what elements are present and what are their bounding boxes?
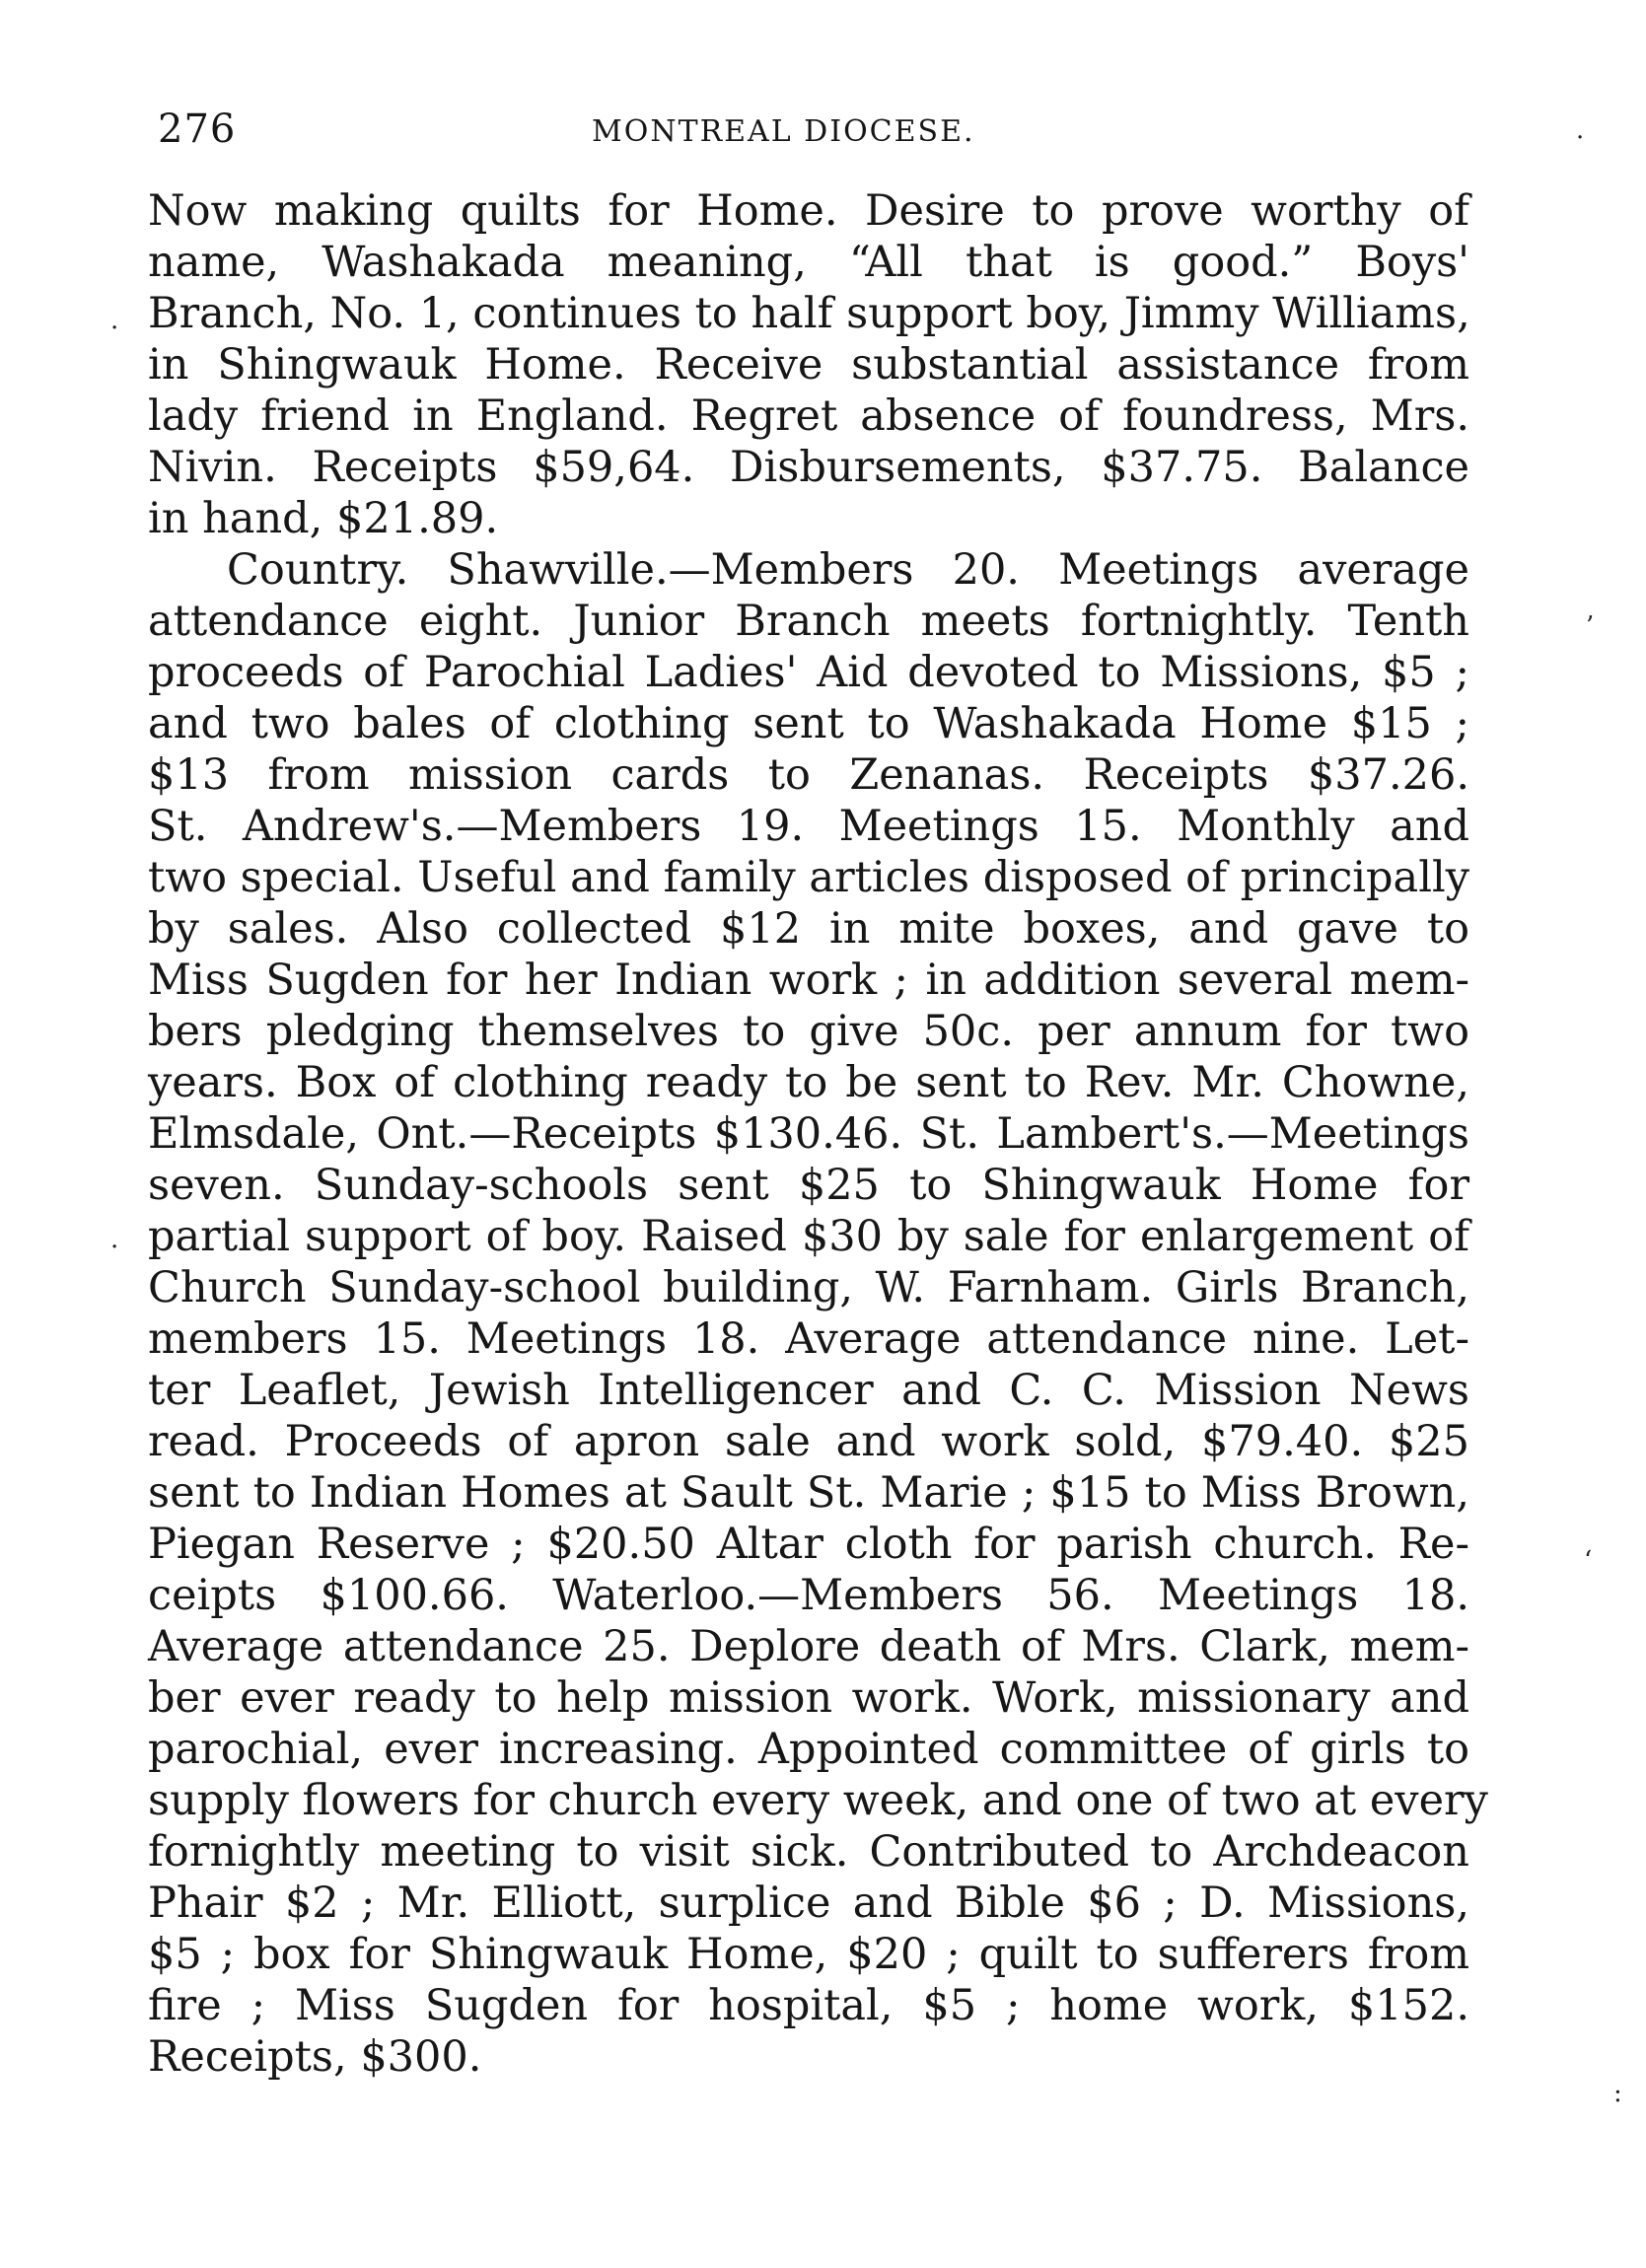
text-line: lady friend in England. Regret absence of foundress, Mrs. bbox=[148, 391, 1469, 441]
scan-speck: ‘ bbox=[1584, 1546, 1593, 1576]
scan-speck: · bbox=[110, 314, 119, 343]
text-line: Piegan Reserve ; $20.50 Altar cloth for parish church. Re- bbox=[148, 1520, 1469, 1569]
text-line: Nivin. Receipts $59,64. Disbursements, $37.75. Balance bbox=[148, 443, 1469, 492]
text-line: Branch, No. 1, continues to half support boy, Jimmy Williams, bbox=[148, 289, 1470, 338]
text-line: Now making quilts for Home. Desire to prove worthy of bbox=[148, 186, 1469, 236]
text-line: seven. Sunday-schools sent $25 to Shingwauk Home for bbox=[148, 1161, 1469, 1210]
text-line: in hand, $21.89. bbox=[148, 494, 499, 543]
text-line: Phair $2 ; Mr. Elliott, surplice and Bible $6 ; D. Missions, bbox=[148, 1878, 1469, 1928]
text-line: Elmsdale, Ont.—Receipts $130.46. St. Lambert's.—Meetings bbox=[148, 1109, 1469, 1159]
text-line: years. Box of clothing ready to be sent to Rev. Mr. Chowne, bbox=[148, 1058, 1469, 1107]
text-line: sent to Indian Homes at Sault St. Marie ; $15 to Miss Brown, bbox=[148, 1468, 1469, 1518]
scan-speck: ’ bbox=[1586, 611, 1595, 641]
text-line: fire ; Miss Sugden for hospital, $5 ; home work, $152. bbox=[148, 1981, 1469, 2030]
text-line: fornightly meeting to visit sick. Contributed to Archdeacon bbox=[148, 1827, 1469, 1877]
text-line: and two bales of clothing sent to Washakada Home $15 ; bbox=[148, 699, 1469, 748]
text-line: partial support of boy. Raised $30 by sale for enlargement of bbox=[148, 1212, 1469, 1261]
text-line: bers pledging themselves to give 50c. per annum for two bbox=[148, 1007, 1469, 1056]
text-line: St. Andrew's.—Members 19. Meetings 15. Monthly and bbox=[148, 802, 1469, 851]
text-line: ber ever ready to help mission work. Work, missionary and bbox=[148, 1673, 1469, 1723]
text-line: attendance eight. Junior Branch meets fortnightly. Tenth bbox=[148, 597, 1469, 646]
text-line: ceipts $100.66. Waterloo.—Members 56. Meetings 18. bbox=[148, 1571, 1469, 1620]
text-line: Average attendance 25. Deplore death of Mrs. Clark, mem- bbox=[148, 1622, 1469, 1671]
scan-speck: · bbox=[1576, 123, 1585, 153]
page-number: 276 bbox=[158, 106, 237, 152]
text-line: $13 from mission cards to Zenanas. Receipts $37.26. bbox=[148, 750, 1469, 800]
text-line: Miss Sugden for her Indian work ; in addition several mem- bbox=[148, 956, 1469, 1005]
text-line: Receipts, $300. bbox=[148, 2032, 482, 2082]
text-line: Church Sunday-school building, W. Farnham. Girls Branch, bbox=[148, 1263, 1469, 1312]
running-title: MONTREAL DIOCESE. bbox=[592, 114, 975, 149]
text-line: Country. Shawville.—Members 20. Meetings average bbox=[227, 545, 1469, 595]
text-line: in Shingwauk Home. Receive substantial assistance from bbox=[148, 340, 1469, 390]
text-line: $5 ; box for Shingwauk Home, $20 ; quilt to sufferers from bbox=[148, 1930, 1469, 1979]
text-line: parochial, ever increasing. Appointed committee of girls to bbox=[148, 1725, 1469, 1774]
text-body bbox=[148, 185, 1488, 2083]
running-head bbox=[158, 106, 1479, 156]
text-line: supply flowers for church every week, and one of two at every bbox=[148, 1776, 1488, 1825]
text-line: two special. Useful and family articles disposed of principally bbox=[148, 853, 1469, 902]
text-line: proceeds of Parochial Ladies' Aid devoted to Missions, $5 ; bbox=[148, 648, 1469, 697]
text-line: ter Leaflet, Jewish Intelligencer and C. C. Mission News bbox=[148, 1366, 1469, 1415]
scan-speck: : bbox=[1613, 2079, 1622, 2108]
text-line: read. Proceeds of apron sale and work sold, $79.40. $25 bbox=[148, 1417, 1469, 1466]
text-line: by sales. Also collected $12 in mite boxes, and gave to bbox=[148, 904, 1469, 954]
scan-speck: · bbox=[110, 1233, 119, 1262]
text-line: name, Washakada meaning, “All that is good.” Boys' bbox=[148, 238, 1469, 287]
text-line: members 15. Meetings 18. Average attendance nine. Let- bbox=[148, 1314, 1469, 1364]
